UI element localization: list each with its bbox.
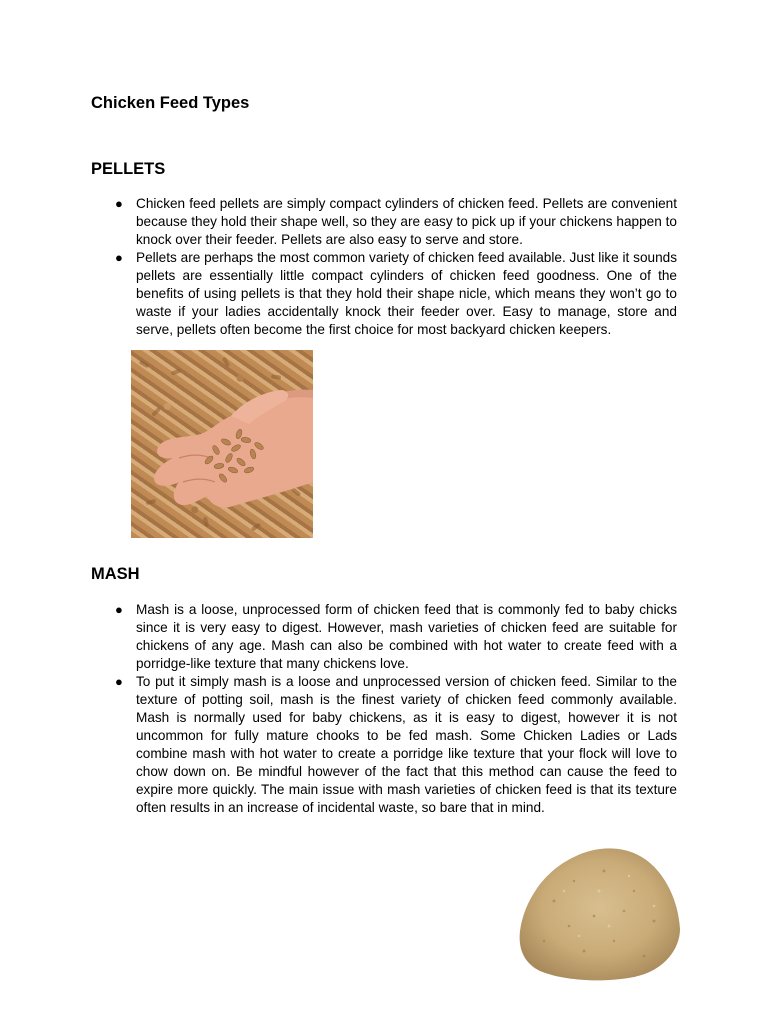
list-item-text: To put it simply mash is a loose and unprocessed version of chicken feed. Similar to the texture of potting soil, mash is the finest variety of chicken feed commonly available. Mash is normally used for baby chickens, as it is easy to digest, however it is not uncommon for fully mature chooks to be fed mash. Some Chicken Ladies or Lads combine mash with hot water to create a porridge like texture that your flock will love to chow down on. Be mindful however of the fact that this method can cause the feed to expire more quickly. The main issue with mash varieties of chicken feed is that its texture often results in an increase of incidental waste, so bare that in mind. xyxy=(136,674,677,815)
list-item xyxy=(112,601,677,673)
mash-pile-illustration xyxy=(514,821,684,985)
bullet-icon: ● xyxy=(115,196,123,211)
mash-bullet-list xyxy=(112,601,677,817)
list-item-text: Pellets are perhaps the most common variety of chicken feed available. Just like it sounds pellets are essentially little compact cylinders of chicken feed goodness. One of the benefits of using pellets is that they hold their shape nicle, which means they won’t go to waste if your ladies accidentally knock their feeder over. Easy to manage, store and serve, pellets often become the first choice for most backyard chicken keepers. xyxy=(136,250,677,337)
bullet-icon: ● xyxy=(115,250,123,265)
hand-with-pellets-illustration xyxy=(131,350,313,538)
bullet-icon: ● xyxy=(115,674,123,689)
pellets-heading: PELLETS xyxy=(91,160,166,178)
bullet-icon: ● xyxy=(115,602,123,617)
list-item xyxy=(112,673,677,817)
mash-photo xyxy=(514,821,684,985)
list-item xyxy=(112,249,677,339)
pellets-photo xyxy=(131,350,313,538)
document-title: Chicken Feed Types xyxy=(91,94,250,112)
list-item-text: Chicken feed pellets are simply compact cylinders of chicken feed. Pellets are convenient because they hold their shape well, so they are easy to pick up if your chickens happen to knock over their feeder. Pellets are also easy to serve and store. xyxy=(136,196,677,247)
mash-heading: MASH xyxy=(91,565,140,583)
list-item-text: Mash is a loose, unprocessed form of chicken feed that is commonly fed to baby chicks since it is very easy to digest. However, mash varieties of chicken feed are suitable for chickens of any age. Mash can also be combined with hot water to create feed with a porridge-like texture that many chickens love. xyxy=(136,602,677,671)
pellets-bullet-list xyxy=(112,195,677,339)
list-item xyxy=(112,195,677,249)
